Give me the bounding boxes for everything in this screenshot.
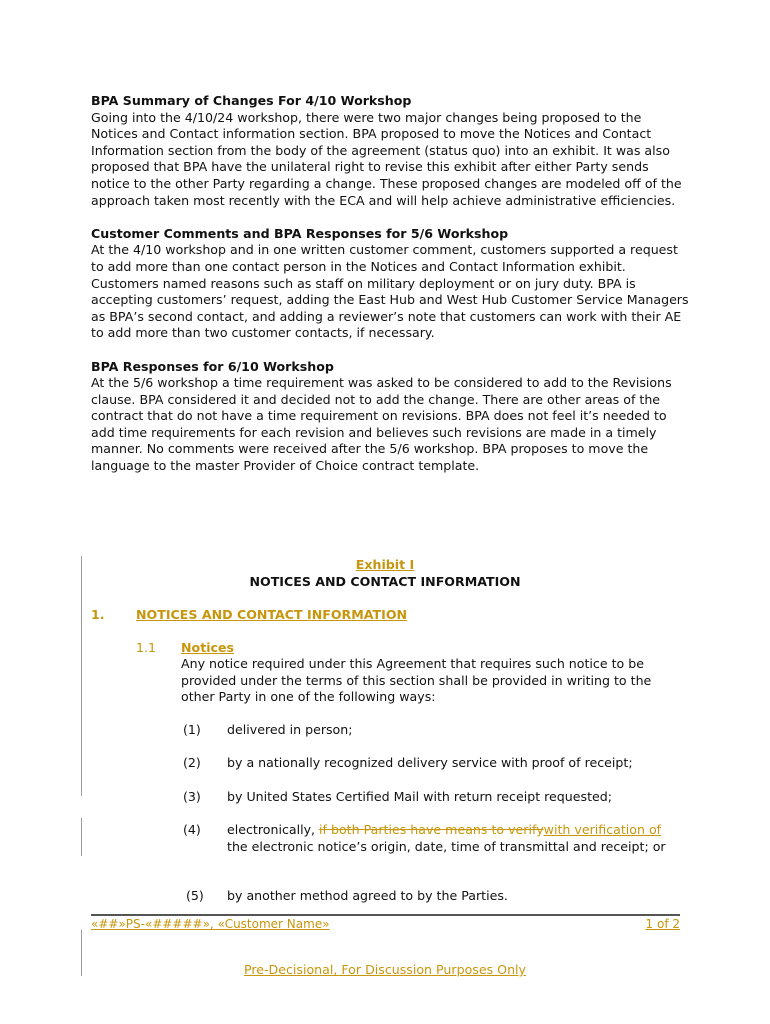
list-item-text: by United States Certified Mail with return receipt requested;	[227, 789, 612, 804]
exhibit-heading	[0, 556, 770, 590]
list-item-text	[227, 822, 677, 855]
summary-body-3: At the 5/6 workshop a time requirement was asked to be considered to add to the Revisions clause. BPA considered it and decided not to add the change. There are other areas of the contract that do not have a time requirement on revisions. BPA does not feel it’s needed to add time requirements for each revision and believes such revisions are made in a timely manner. No comments were received after the 5/6 workshop. BPA proposes to move the language to the master Provider of Choice contract template.	[91, 375, 672, 474]
summary-heading-1: BPA Summary of Changes For 4/10 Workshop	[91, 93, 412, 108]
exhibit-label: Exhibit I	[355, 557, 415, 572]
footer-divider	[91, 914, 680, 916]
section-1-title: NOTICES AND CONTACT INFORMATION	[136, 607, 408, 622]
predecisional-notice: Pre-Decisional, For Discussion Purposes Only	[243, 962, 526, 977]
list-item-text: by a nationally recognized delivery service with proof of receipt;	[227, 755, 633, 770]
item-text-start: electronically,	[227, 822, 320, 837]
list-item-number: (2)	[183, 755, 201, 770]
section-1-1-heading	[136, 639, 234, 656]
list-item-number: (5)	[186, 888, 204, 903]
summary-block	[91, 93, 691, 491]
summary-heading-2: Customer Comments and BPA Responses for 5/6 Workshop	[91, 225, 509, 241]
footer-page-number: 1 of 2	[645, 917, 680, 931]
revision-bar	[81, 818, 82, 856]
list-item-text: delivered in person;	[227, 722, 353, 737]
deleted-text: if both Parties have means to verify	[319, 822, 544, 837]
list-item-text: by another method agreed to by the Parties.	[227, 888, 508, 903]
revision-bar	[81, 556, 82, 796]
section-1-heading	[91, 606, 407, 623]
item-text-end: the electronic notice’s origin, date, time of transmittal and receipt; or	[227, 838, 666, 854]
inserted-text: with verification of	[543, 822, 662, 837]
notice-paragraph: Any notice required under this Agreement that requires such notice to be provided under the terms of this section shall be provided in writing to the other Party in one of the following ways:	[181, 656, 652, 705]
exhibit-title: NOTICES AND CONTACT INFORMATION	[249, 574, 521, 589]
section-1-1-title: Notices	[181, 640, 235, 655]
section-1-number: 1.	[91, 607, 105, 622]
footer-contract-id: «##»PS-«#####», «Customer Name»	[91, 917, 330, 931]
list-item-number: (3)	[183, 789, 201, 804]
list-item-number: (1)	[183, 722, 201, 737]
summary-body-1: Going into the 4/10/24 workshop, there were two major changes being proposed to the Notices and Contact information section. BPA proposed to move the Notices and Contact Information section from the body of the agreement (status quo) into an exhibit. It was also proposed that BPA have the unilateral right to revise this exhibit after either Party sends notice to the other Party regarding a change. These proposed changes are modeled off of the approach taken most recently with the ECA and will help achieve administrative efficiencies.	[91, 109, 682, 208]
list-item-number: (4)	[183, 822, 201, 837]
section-1-1-number: 1.1	[136, 640, 157, 655]
summary-body-2: At the 4/10 workshop and in one written customer comment, customers supported a request to add more than one contact person in the Notices and Contact Information exhibit. Customers named reasons such as staff on military deployment or on jury duty. BPA is accepting customers’ request, adding the East Hub and West Hub Customer Service Managers as BPA’s second contact, and adding a reviewer’s note that customers can work with their AE to add more than two customer contacts, if necessary.	[91, 242, 689, 341]
summary-heading-3: BPA Responses for 6/10 Workshop	[91, 358, 334, 374]
